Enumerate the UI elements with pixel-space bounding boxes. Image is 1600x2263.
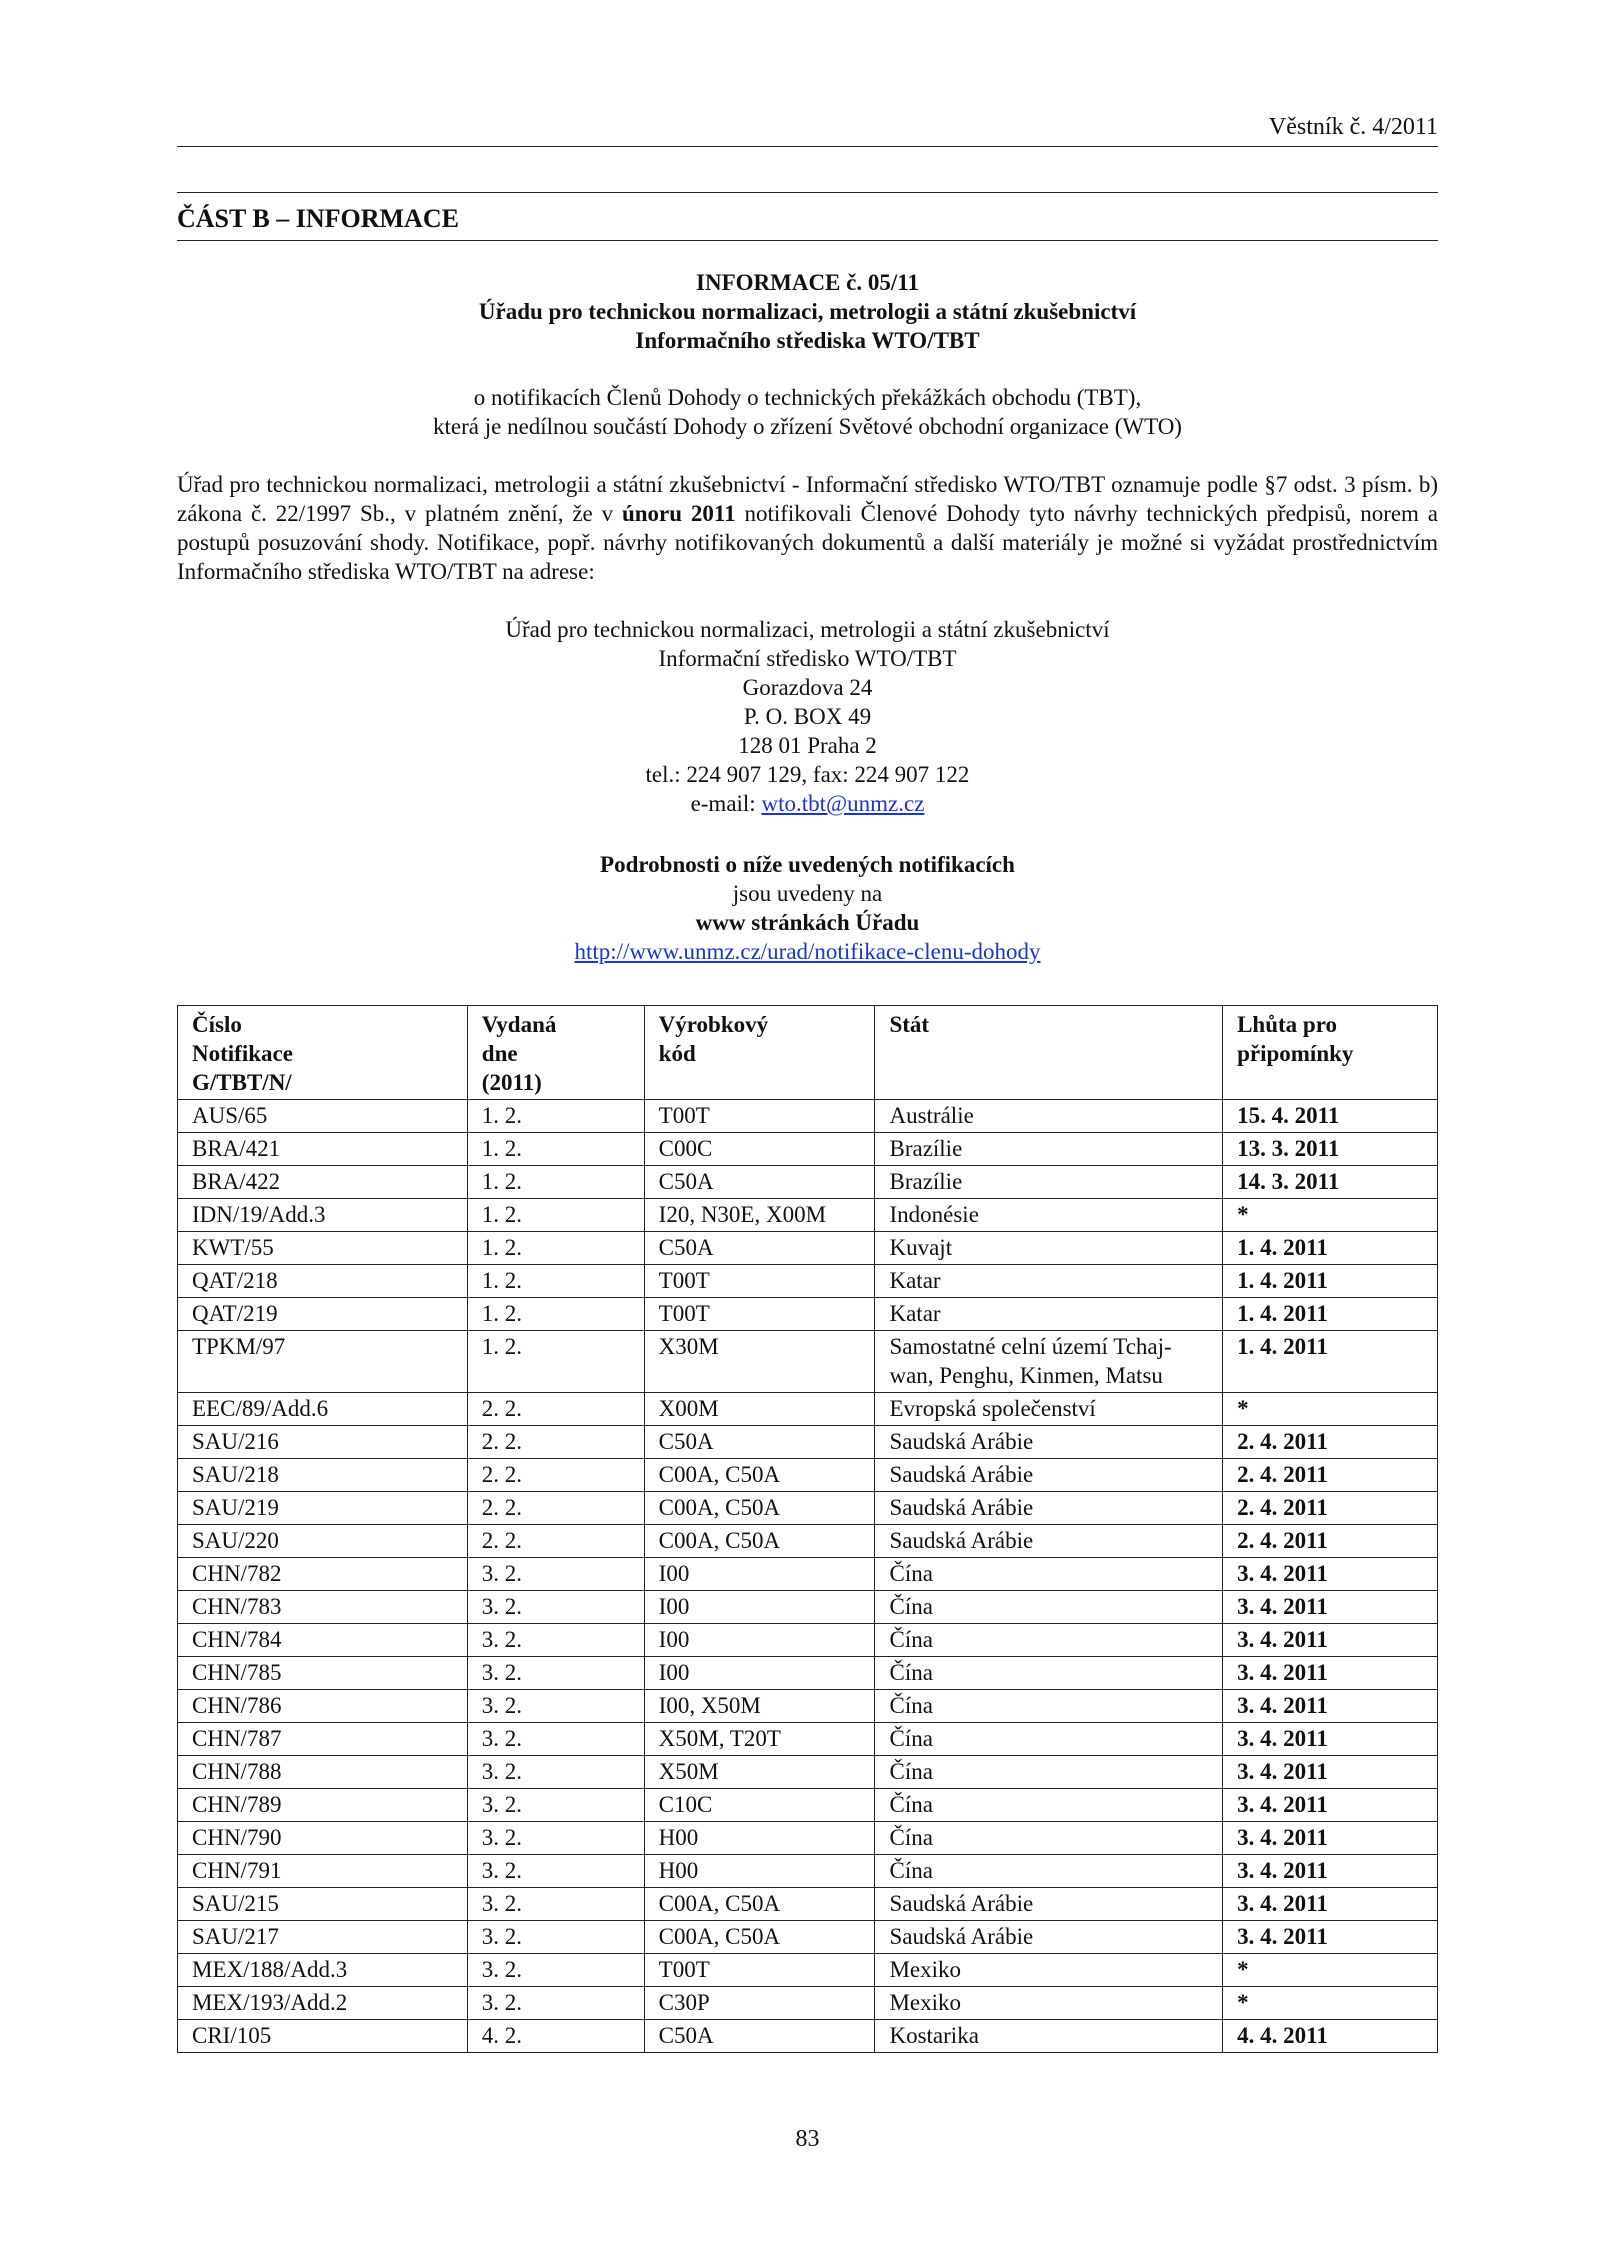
intro-paragraph <box>177 470 1438 586</box>
intro-text: Úřad pro technickou normalizaci, metrologii a státní zkušebnictví - Informační středisko WTO/TBT oznamuje podle §7 odst. 3 písm. b) zákona č. 22/1997 Sb., v platném znění, že v <box>177 472 1438 526</box>
cell-issue-date: 1. 2. <box>467 1298 644 1331</box>
cell-notification-number: IDN/19/Add.3 <box>178 1199 468 1232</box>
cell-product-code: C50A <box>644 2020 875 2053</box>
details-line: jsou uvedeny na <box>732 881 883 906</box>
section-title: ČÁST B – INFORMACE <box>177 204 459 233</box>
cell-comment-deadline: 3. 4. 2011 <box>1223 1789 1438 1822</box>
cell-notification-number: SAU/219 <box>178 1492 468 1525</box>
cell-product-code: I00 <box>644 1624 875 1657</box>
cell-product-code: C00A, C50A <box>644 1525 875 1558</box>
header-comment-deadline: Lhůta pro připomínky <box>1223 1006 1438 1100</box>
cell-country: Čína <box>875 1756 1223 1789</box>
cell-comment-deadline: 3. 4. 2011 <box>1223 1888 1438 1921</box>
cell-product-code: C50A <box>644 1426 875 1459</box>
table-row <box>178 1199 1438 1232</box>
cell-notification-number: CHN/784 <box>178 1624 468 1657</box>
cell-issue-date: 2. 2. <box>467 1492 644 1525</box>
page-number: 83 <box>795 2126 820 2152</box>
cell-product-code: C00A, C50A <box>644 1888 875 1921</box>
intro-bold-month: únoru 2011 <box>621 501 736 526</box>
cell-country: Čína <box>875 1855 1223 1888</box>
cell-comment-deadline: 3. 4. 2011 <box>1223 1690 1438 1723</box>
cell-comment-deadline: 3. 4. 2011 <box>1223 1624 1438 1657</box>
journal-issue-header: Věstník č. 4/2011 <box>1268 114 1438 140</box>
cell-notification-number: CHN/782 <box>178 1558 468 1591</box>
cell-notification-number: CHN/785 <box>178 1657 468 1690</box>
header-issue-date: Vydaná dne (2011) <box>467 1006 644 1100</box>
cell-comment-deadline: 3. 4. 2011 <box>1223 1591 1438 1624</box>
cell-notification-number: SAU/220 <box>178 1525 468 1558</box>
cell-country: Saudská Arábie <box>875 1459 1223 1492</box>
header-rule <box>177 146 1438 147</box>
cell-issue-date: 3. 2. <box>467 1822 644 1855</box>
table-row <box>178 1921 1438 1954</box>
cell-country: Saudská Arábie <box>875 1525 1223 1558</box>
table-row <box>178 1459 1438 1492</box>
cell-comment-deadline: 13. 3. 2011 <box>1223 1133 1438 1166</box>
cell-issue-date: 1. 2. <box>467 1232 644 1265</box>
cell-comment-deadline: 3. 4. 2011 <box>1223 1756 1438 1789</box>
cell-notification-number: CHN/791 <box>178 1855 468 1888</box>
cell-country: Katar <box>875 1298 1223 1331</box>
cell-comment-deadline: 2. 4. 2011 <box>1223 1426 1438 1459</box>
info-title-line: INFORMACE č. 05/11 <box>696 270 919 295</box>
cell-notification-number: TPKM/97 <box>178 1331 468 1393</box>
cell-issue-date: 3. 2. <box>467 1723 644 1756</box>
cell-product-code: C00A, C50A <box>644 1459 875 1492</box>
cell-comment-deadline: 14. 3. 2011 <box>1223 1166 1438 1199</box>
table-row <box>178 1624 1438 1657</box>
table-row <box>178 1987 1438 2020</box>
cell-comment-deadline: 2. 4. 2011 <box>1223 1459 1438 1492</box>
table-row <box>178 1723 1438 1756</box>
cell-product-code: T00T <box>644 1298 875 1331</box>
cell-country: Čína <box>875 1690 1223 1723</box>
header-country: Stát <box>875 1006 1223 1100</box>
address-block <box>177 615 1438 818</box>
cell-product-code: I00 <box>644 1591 875 1624</box>
table-row <box>178 1426 1438 1459</box>
cell-notification-number: MEX/188/Add.3 <box>178 1954 468 1987</box>
info-title-line: Informačního střediska WTO/TBT <box>635 328 980 353</box>
address-org: Úřad pro technickou normalizaci, metrologii a státní zkušebnictví <box>505 617 1110 642</box>
address-email-line <box>177 789 1438 818</box>
table-row <box>178 1690 1438 1723</box>
table-row <box>178 1133 1438 1166</box>
header-notification-number: Číslo Notifikace G/TBT/N/ <box>178 1006 468 1100</box>
cell-comment-deadline: * <box>1223 1199 1438 1232</box>
cell-country: Mexiko <box>875 1954 1223 1987</box>
table-row <box>178 1657 1438 1690</box>
cell-issue-date: 3. 2. <box>467 1657 644 1690</box>
cell-notification-number: SAU/215 <box>178 1888 468 1921</box>
table-row <box>178 1265 1438 1298</box>
cell-comment-deadline: 15. 4. 2011 <box>1223 1100 1438 1133</box>
cell-comment-deadline: * <box>1223 1954 1438 1987</box>
cell-issue-date: 3. 2. <box>467 1921 644 1954</box>
cell-issue-date: 2. 2. <box>467 1525 644 1558</box>
cell-country: Čína <box>875 1723 1223 1756</box>
cell-country: Brazílie <box>875 1166 1223 1199</box>
cell-comment-deadline: 3. 4. 2011 <box>1223 1822 1438 1855</box>
table-row <box>178 1822 1438 1855</box>
table-row <box>178 1166 1438 1199</box>
cell-issue-date: 4. 2. <box>467 2020 644 2053</box>
cell-comment-deadline: 2. 4. 2011 <box>1223 1525 1438 1558</box>
cell-comment-deadline: 2. 4. 2011 <box>1223 1492 1438 1525</box>
subtitle-line: o notifikacích Členů Dohody o technických překážkách obchodu (TBT), <box>473 385 1142 410</box>
section-rule-top <box>177 192 1438 193</box>
cell-issue-date: 1. 2. <box>467 1265 644 1298</box>
table-row <box>178 1756 1438 1789</box>
cell-product-code: I20, N30E, X00M <box>644 1199 875 1232</box>
header-product-code: Výrobkový kód <box>644 1006 875 1100</box>
cell-country: Kuvajt <box>875 1232 1223 1265</box>
cell-comment-deadline: * <box>1223 1987 1438 2020</box>
cell-product-code: T00T <box>644 1100 875 1133</box>
cell-product-code: C10C <box>644 1789 875 1822</box>
cell-country: Austrálie <box>875 1100 1223 1133</box>
cell-country: Saudská Arábie <box>875 1888 1223 1921</box>
cell-issue-date: 2. 2. <box>467 1459 644 1492</box>
cell-issue-date: 3. 2. <box>467 1954 644 1987</box>
cell-issue-date: 3. 2. <box>467 1591 644 1624</box>
cell-comment-deadline: 1. 4. 2011 <box>1223 1265 1438 1298</box>
cell-country: Čína <box>875 1558 1223 1591</box>
cell-issue-date: 3. 2. <box>467 1789 644 1822</box>
cell-country: Indonésie <box>875 1199 1223 1232</box>
cell-notification-number: SAU/218 <box>178 1459 468 1492</box>
table-row <box>178 2020 1438 2053</box>
table-row <box>178 1331 1438 1393</box>
cell-notification-number: CHN/787 <box>178 1723 468 1756</box>
table-row <box>178 1789 1438 1822</box>
cell-product-code: T00T <box>644 1265 875 1298</box>
email-label: e-mail: <box>690 791 762 816</box>
cell-notification-number: AUS/65 <box>178 1100 468 1133</box>
details-block <box>177 850 1438 966</box>
cell-country: Saudská Arábie <box>875 1921 1223 1954</box>
cell-issue-date: 1. 2. <box>467 1166 644 1199</box>
intro-text: notifikovali Členové Dohody tyto návrhy technických předpisů, norem a postupů posuzování shody. Notifikace, popř. návrhy notifikovaných dokumentů a další materiály je možné si vyžádat prostřednictvím Informačního střediska WTO/TBT na adrese: <box>177 501 1439 584</box>
cell-notification-number: CRI/105 <box>178 2020 468 2053</box>
cell-product-code: C50A <box>644 1166 875 1199</box>
cell-notification-number: BRA/422 <box>178 1166 468 1199</box>
cell-comment-deadline: 3. 4. 2011 <box>1223 1558 1438 1591</box>
cell-comment-deadline: 3. 4. 2011 <box>1223 1723 1438 1756</box>
info-title <box>177 268 1438 355</box>
cell-product-code: T00T <box>644 1954 875 1987</box>
cell-country: Brazílie <box>875 1133 1223 1166</box>
cell-issue-date: 3. 2. <box>467 1987 644 2020</box>
cell-notification-number: KWT/55 <box>178 1232 468 1265</box>
cell-country: Mexiko <box>875 1987 1223 2020</box>
subtitle-line: která je nedílnou součástí Dohody o zřízení Světové obchodní organizace (WTO) <box>433 414 1182 439</box>
cell-notification-number: QAT/218 <box>178 1265 468 1298</box>
notifications-table <box>177 1005 1438 2053</box>
cell-product-code: H00 <box>644 1822 875 1855</box>
table-row <box>178 1954 1438 1987</box>
address-street: Gorazdova 24 <box>742 675 873 700</box>
cell-comment-deadline: 1. 4. 2011 <box>1223 1331 1438 1393</box>
address-pobox: P. O. BOX 49 <box>743 704 872 729</box>
cell-notification-number: EEC/89/Add.6 <box>178 1393 468 1426</box>
table-row <box>178 1591 1438 1624</box>
cell-notification-number: CHN/788 <box>178 1756 468 1789</box>
cell-product-code: C30P <box>644 1987 875 2020</box>
cell-country: Čína <box>875 1591 1223 1624</box>
cell-product-code: C50A <box>644 1232 875 1265</box>
cell-notification-number: CHN/786 <box>178 1690 468 1723</box>
table-header-row <box>178 1006 1438 1100</box>
cell-comment-deadline: 3. 4. 2011 <box>1223 1855 1438 1888</box>
cell-issue-date: 3. 2. <box>467 1558 644 1591</box>
table-row <box>178 1100 1438 1133</box>
cell-country: Saudská Arábie <box>875 1426 1223 1459</box>
email-link[interactable]: wto.tbt@unmz.cz <box>761 791 925 816</box>
cell-comment-deadline: 3. 4. 2011 <box>1223 1657 1438 1690</box>
cell-notification-number: MEX/193/Add.2 <box>178 1987 468 2020</box>
cell-issue-date: 3. 2. <box>467 1855 644 1888</box>
cell-product-code: I00, X50M <box>644 1690 875 1723</box>
cell-notification-number: CHN/783 <box>178 1591 468 1624</box>
table-row <box>178 1393 1438 1426</box>
details-url-link[interactable]: http://www.unmz.cz/urad/notifikace-clenu-dohody <box>574 939 1041 964</box>
table-row <box>178 1888 1438 1921</box>
cell-notification-number: CHN/790 <box>178 1822 468 1855</box>
cell-country: Čína <box>875 1789 1223 1822</box>
address-dept: Informační středisko WTO/TBT <box>658 646 957 671</box>
table-row <box>178 1232 1438 1265</box>
cell-product-code: X50M, T20T <box>644 1723 875 1756</box>
info-subtitle <box>177 383 1438 441</box>
cell-product-code: X00M <box>644 1393 875 1426</box>
cell-issue-date: 3. 2. <box>467 1888 644 1921</box>
cell-product-code: X50M <box>644 1756 875 1789</box>
cell-notification-number: QAT/219 <box>178 1298 468 1331</box>
cell-issue-date: 2. 2. <box>467 1393 644 1426</box>
cell-country: Kostarika <box>875 2020 1223 2053</box>
cell-issue-date: 2. 2. <box>467 1426 644 1459</box>
table-row <box>178 1558 1438 1591</box>
details-line: www stránkách Úřadu <box>695 910 920 935</box>
cell-notification-number: CHN/789 <box>178 1789 468 1822</box>
address-city: 128 01 Praha 2 <box>738 733 877 758</box>
cell-comment-deadline: * <box>1223 1393 1438 1426</box>
cell-comment-deadline: 1. 4. 2011 <box>1223 1298 1438 1331</box>
cell-issue-date: 1. 2. <box>467 1199 644 1232</box>
table-row <box>178 1855 1438 1888</box>
cell-notification-number: SAU/216 <box>178 1426 468 1459</box>
table-row <box>178 1492 1438 1525</box>
cell-country: Samostatné celní území Tchaj-wan, Penghu, Kinmen, Matsu <box>875 1331 1223 1393</box>
cell-comment-deadline: 4. 4. 2011 <box>1223 2020 1438 2053</box>
cell-country: Čína <box>875 1624 1223 1657</box>
info-title-line: Úřadu pro technickou normalizaci, metrologii a státní zkušebnictví <box>478 299 1137 324</box>
cell-country: Katar <box>875 1265 1223 1298</box>
cell-country: Čína <box>875 1822 1223 1855</box>
cell-product-code: X30M <box>644 1331 875 1393</box>
cell-issue-date: 1. 2. <box>467 1100 644 1133</box>
cell-country: Evropská společenství <box>875 1393 1223 1426</box>
table-row <box>178 1298 1438 1331</box>
cell-product-code: C00C <box>644 1133 875 1166</box>
cell-product-code: C00A, C50A <box>644 1921 875 1954</box>
cell-product-code: I00 <box>644 1657 875 1690</box>
cell-issue-date: 3. 2. <box>467 1624 644 1657</box>
section-rule-bottom <box>177 240 1438 241</box>
details-line: Podrobnosti o níže uvedených notifikacích <box>600 852 1015 877</box>
cell-country: Saudská Arábie <box>875 1492 1223 1525</box>
cell-notification-number: BRA/421 <box>178 1133 468 1166</box>
cell-comment-deadline: 1. 4. 2011 <box>1223 1232 1438 1265</box>
table-row <box>178 1525 1438 1558</box>
cell-product-code: H00 <box>644 1855 875 1888</box>
cell-issue-date: 3. 2. <box>467 1690 644 1723</box>
cell-product-code: I00 <box>644 1558 875 1591</box>
cell-issue-date: 1. 2. <box>467 1331 644 1393</box>
cell-notification-number: SAU/217 <box>178 1921 468 1954</box>
address-phone: tel.: 224 907 129, fax: 224 907 122 <box>645 762 970 787</box>
cell-country: Čína <box>875 1657 1223 1690</box>
cell-issue-date: 1. 2. <box>467 1133 644 1166</box>
cell-issue-date: 3. 2. <box>467 1756 644 1789</box>
cell-product-code: C00A, C50A <box>644 1492 875 1525</box>
cell-comment-deadline: 3. 4. 2011 <box>1223 1921 1438 1954</box>
